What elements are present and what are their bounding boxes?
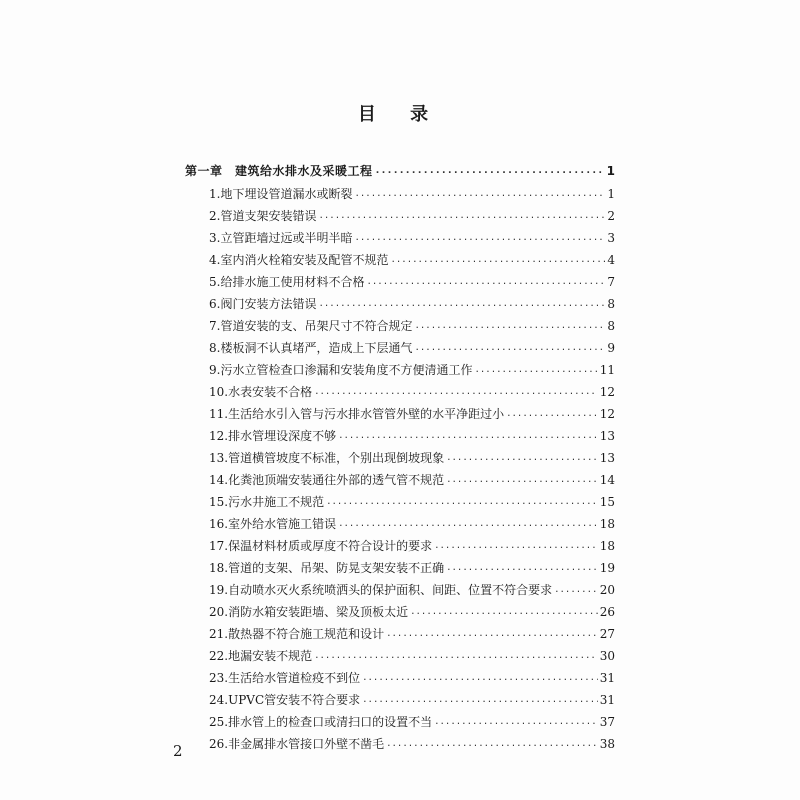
toc-entry <box>209 623 615 645</box>
dot-leader <box>386 733 598 755</box>
toc-entry-page-number: 11 <box>599 363 615 377</box>
toc-entry <box>209 535 615 557</box>
dot-leader <box>362 667 598 689</box>
toc-entry-label: 18.管道的支架、吊架、防晃支架安装不正确 <box>209 561 445 575</box>
page-title: 目 录 <box>357 104 443 125</box>
toc-entry-page-number: 12 <box>599 385 615 399</box>
dot-leader <box>318 205 605 227</box>
toc-entry-label: 4.室内消火栓箱安装及配管不规范 <box>209 253 389 267</box>
toc-entry <box>209 491 615 513</box>
toc-entry-page-number: 12 <box>599 407 615 421</box>
toc-entry-label: 19.自动喷水灭火系统喷洒头的保护面积、间距、位置不符合要求 <box>209 583 553 597</box>
toc-entry-page-number: 20 <box>599 583 615 597</box>
toc-entry-page-number: 18 <box>599 539 615 553</box>
dot-leader <box>554 579 598 601</box>
toc-entry <box>209 557 615 579</box>
toc-entry-label: 26.非金属排水管接口外壁不凿毛 <box>209 737 385 751</box>
toc-entry-label: 14.化粪池顶端安装通往外部的透气管不规范 <box>209 473 445 487</box>
toc-entry-page-number: 19 <box>599 561 615 575</box>
toc-list <box>185 159 615 755</box>
dot-leader <box>446 469 598 491</box>
toc-entry-label: 12.排水管埋设深度不够 <box>209 429 337 443</box>
toc-entry <box>209 667 615 689</box>
toc-entry-page-number: 7 <box>607 275 615 289</box>
toc-entry-label: 25.排水管上的检查口或清扫口的设置不当 <box>209 715 433 729</box>
dot-leader <box>410 601 598 623</box>
toc-entry <box>209 689 615 711</box>
toc-entry <box>209 513 615 535</box>
toc-entry <box>209 711 615 733</box>
toc-entry-page-number: 2 <box>607 209 615 223</box>
toc-entry-page-number: 4 <box>607 253 615 267</box>
toc-entry-label: 20.消防水箱安装距墙、梁及顶板太近 <box>209 605 409 619</box>
toc-entry-page-number: 1 <box>607 187 615 201</box>
toc-entry-page-number: 8 <box>607 319 615 333</box>
dot-leader <box>414 337 605 359</box>
toc-entry <box>209 381 615 403</box>
toc-entry-page-number: 8 <box>607 297 615 311</box>
dot-leader <box>338 425 598 447</box>
toc-entry <box>209 249 615 271</box>
toc-entry-label: 8.楼板洞不认真堵严，造成上下层通气 <box>209 341 413 355</box>
toc-entry <box>209 293 615 315</box>
toc-entry-label: 2.管道支架安装错误 <box>209 209 317 223</box>
toc-entry <box>209 601 615 623</box>
toc-entry <box>209 315 615 337</box>
toc-entry-label: 10.水表安装不合格 <box>209 385 313 399</box>
toc-entry-page-number: 13 <box>599 429 615 443</box>
dot-leader <box>338 513 598 535</box>
toc-entry-page-number: 3 <box>607 231 615 245</box>
toc-entry <box>209 183 615 205</box>
toc-entry-page-number: 30 <box>599 649 615 663</box>
toc-entry-page-number: 38 <box>599 737 615 751</box>
dot-leader <box>506 403 598 425</box>
toc-entry-label: 23.生活给水管道检疫不到位 <box>209 671 361 685</box>
toc-entry-label: 15.污水井施工不规范 <box>209 495 325 509</box>
toc-entry <box>209 579 615 601</box>
page-folio-number: 2 <box>173 742 183 760</box>
toc-entry <box>209 359 615 381</box>
dot-leader <box>414 315 605 337</box>
toc-entry-label: 7.管道安装的支、吊架尺寸不符合规定 <box>209 319 413 333</box>
toc-entry-label: 22.地漏安装不规范 <box>209 649 313 663</box>
toc-entry <box>209 733 615 755</box>
toc-entry-page-number: 13 <box>599 451 615 465</box>
toc-entry-label: 5.给排水施工使用材料不合格 <box>209 275 365 289</box>
toc-entry <box>209 337 615 359</box>
toc-entry-page-number: 31 <box>599 671 615 685</box>
toc-entry-label: 24.UPVC管安装不符合要求 <box>209 693 361 707</box>
dot-leader <box>434 711 598 733</box>
dot-leader <box>446 557 598 579</box>
toc-entry <box>209 469 615 491</box>
toc-chapter-entry <box>185 159 615 183</box>
toc-entry-label: 21.散热器不符合施工规范和设计 <box>209 627 385 641</box>
toc-entry <box>209 271 615 293</box>
dot-leader <box>366 271 605 293</box>
dot-leader <box>354 227 605 249</box>
chapter-page-number: 1 <box>606 164 615 178</box>
toc-entry-label: 11.生活给水引入管与污水排水管管外壁的水平净距过小 <box>209 407 505 421</box>
toc-entry-page-number: 27 <box>599 627 615 641</box>
dot-leader <box>474 359 597 381</box>
dot-leader <box>375 159 605 183</box>
toc-entry-page-number: 31 <box>599 693 615 707</box>
toc-entry-label: 13.管道横管坡度不标准，个别出现倒坡现象 <box>209 451 445 465</box>
toc-entry <box>209 227 615 249</box>
dot-leader <box>314 645 598 667</box>
toc-entry-label: 6.阀门安装方法错误 <box>209 297 317 311</box>
dot-leader <box>362 689 598 711</box>
toc-entry <box>209 425 615 447</box>
dot-leader <box>446 447 598 469</box>
toc-entry <box>209 205 615 227</box>
dot-leader <box>434 535 598 557</box>
toc-entry-page-number: 26 <box>599 605 615 619</box>
toc-entry-label: 1.地下埋设管道漏水或断裂 <box>209 187 353 201</box>
toc-entry-page-number: 18 <box>599 517 615 531</box>
dot-leader <box>386 623 598 645</box>
dot-leader <box>318 293 605 315</box>
chapter-label: 第一章 建筑给水排水及采暖工程 <box>185 164 373 178</box>
toc-entry-label: 3.立管距墙过远或半明半暗 <box>209 231 353 245</box>
toc-entry-page-number: 14 <box>599 473 615 487</box>
dot-leader <box>314 381 598 403</box>
toc-entry-page-number: 15 <box>599 495 615 509</box>
toc-entry-label: 16.室外给水管施工错误 <box>209 517 337 531</box>
toc-entry <box>209 403 615 425</box>
toc-entry <box>209 447 615 469</box>
toc-entry-label: 17.保温材料材质或厚度不符合设计的要求 <box>209 539 433 553</box>
toc-entry-label: 9.污水立管检查口渗漏和安装角度不方便清通工作 <box>209 363 473 377</box>
toc-entry-page-number: 37 <box>599 715 615 729</box>
dot-leader <box>326 491 598 513</box>
toc-entry <box>209 645 615 667</box>
dot-leader <box>354 183 605 205</box>
toc-entry-page-number: 9 <box>607 341 615 355</box>
dot-leader <box>390 249 605 271</box>
